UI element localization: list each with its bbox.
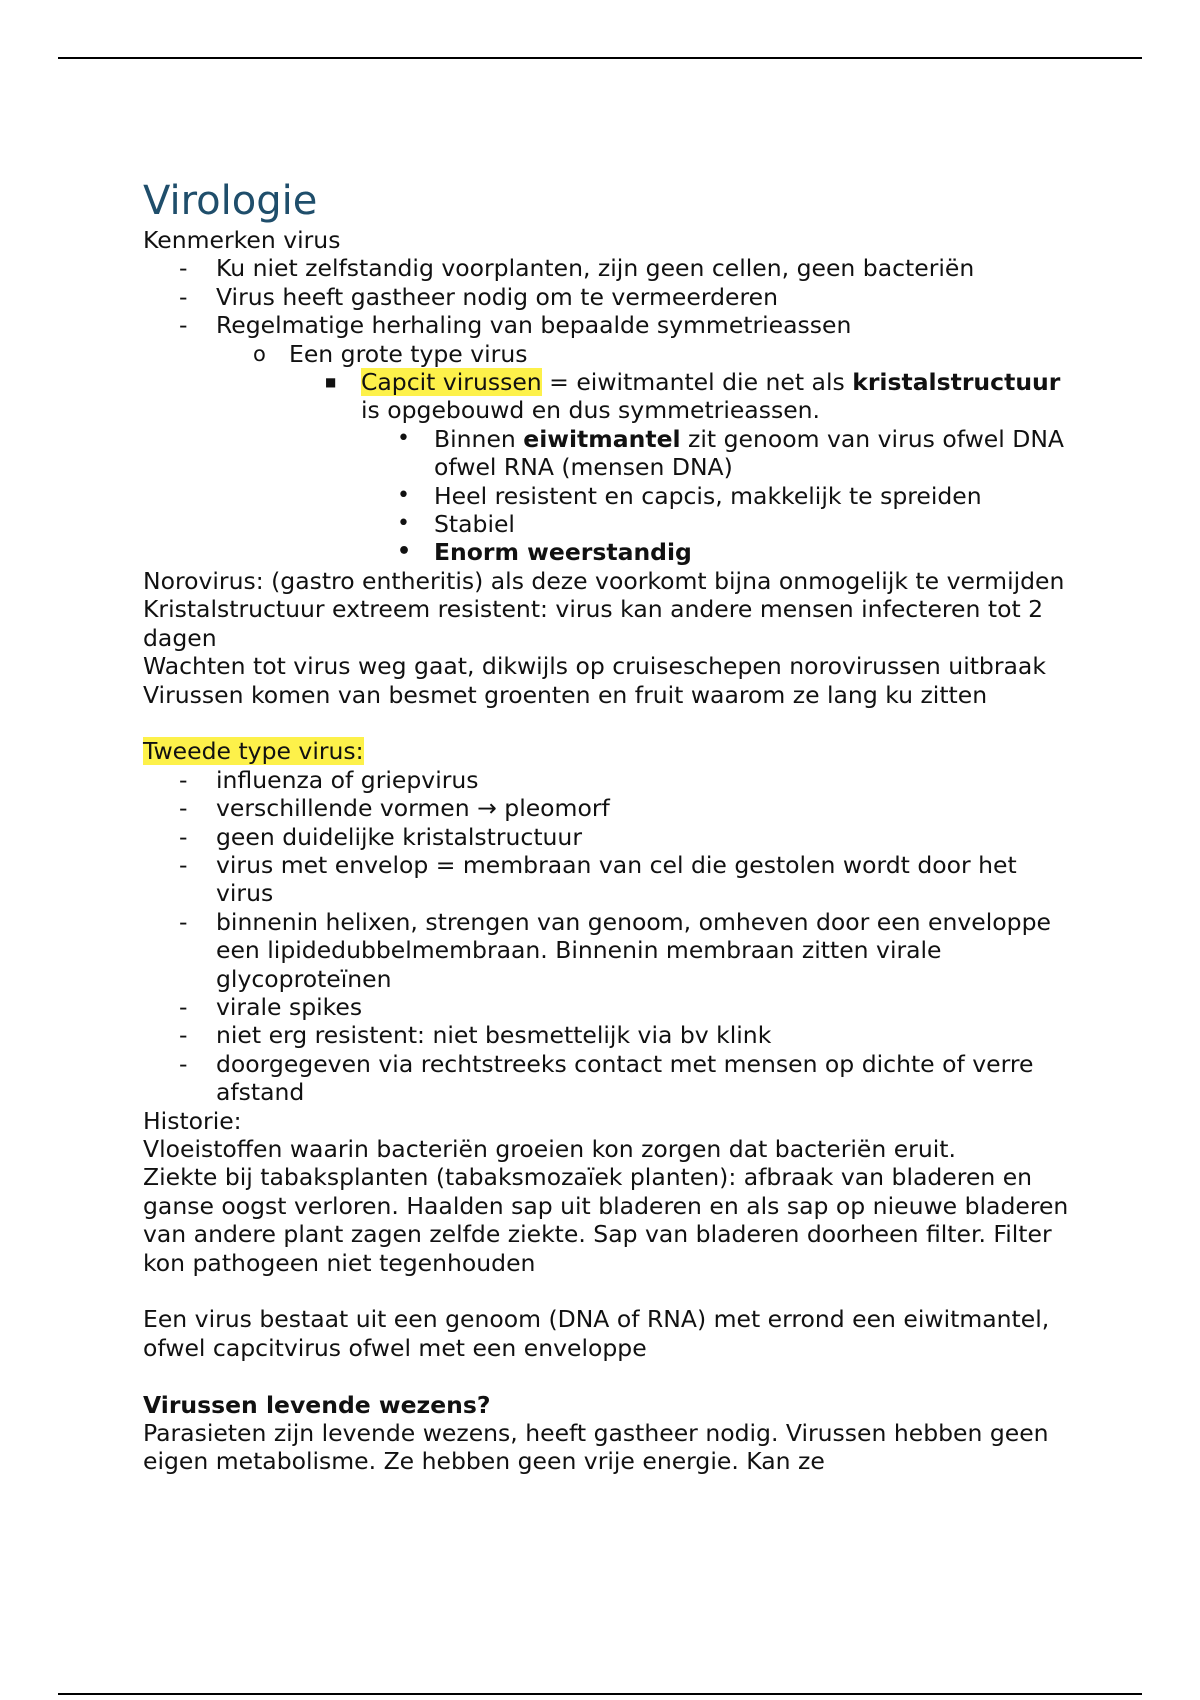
paragraph: Norovirus: (gastro entheritis) als deze voorkomt bijna onmogelijk te vermijden — [143, 566, 1065, 595]
dot-bullet: • — [397, 425, 410, 451]
dash-bullet: - — [179, 311, 188, 340]
list-item: - niet erg resistent: niet besmettelijk via bv klink — [179, 1021, 772, 1050]
section-heading-levende-wezens: Virussen levende wezens? — [143, 1390, 491, 1419]
section-heading-kenmerken: Kenmerken virus — [143, 226, 341, 254]
sub-sub-list-item: ■ Capcit virussen = eiwitmantel die net als kristalstructuur is opgebouwd en dus symmetrieassen. — [325, 368, 1061, 425]
blank-line — [143, 1362, 1078, 1390]
list-item: - virale spikes — [179, 992, 363, 1021]
footer-rule — [58, 1693, 1142, 1695]
dot-bullet: • — [397, 511, 410, 537]
dash-bullet: - — [179, 992, 188, 1021]
dot-bullet: • — [397, 539, 412, 565]
dash-bullet: - — [179, 282, 188, 311]
dot-bullet: • — [397, 482, 410, 508]
list-item: - binnenin helixen, strengen van genoom, omheven door een enveloppe een lipidedubbelmembraan. Binnenin membraan zitten virale glycoproteïnen — [179, 907, 1051, 993]
list-item: - Ku niet zelfstandig voorplanten, zijn geen cellen, geen bacteriën — [179, 254, 975, 283]
document-body — [143, 176, 1078, 1476]
page-title: Virologie — [143, 178, 318, 224]
paragraph: Virussen komen van besmet groenten en fruit waarom ze lang ku zitten — [143, 680, 988, 709]
paragraph: Parasieten zijn levende wezens, heeft gastheer nodig. Virussen hebben geen eigen metabolisme. Ze hebben geen vrije energie. Kan ze — [143, 1419, 1049, 1476]
square-bullet: ■ — [325, 375, 337, 390]
nested-list-item: • Stabiel — [397, 510, 515, 539]
highlighted-term: Capcit virussen — [361, 368, 542, 397]
paragraph: Een virus bestaat uit een genoom (DNA of RNA) met errond een eiwitmantel, ofwel capcitvirus ofwel met een enveloppe — [143, 1305, 1050, 1362]
list-item: - verschillende vormen → pleomorf — [179, 794, 610, 823]
sub-list-item: o Een grote type virus — [253, 339, 528, 368]
list-item: - geen duidelijke kristalstructuur — [179, 822, 582, 851]
paragraph: Vloeistoffen waarin bacteriën groeien kon zorgen dat bacteriën eruit. — [143, 1134, 956, 1163]
dash-bullet: - — [179, 1021, 188, 1050]
dash-bullet: - — [179, 822, 188, 851]
list-item: - Regelmatige herhaling van bepaalde symmetrieassen — [179, 311, 852, 340]
list-item: - Virus heeft gastheer nodig om te vermeerderen — [179, 282, 778, 311]
list-item: - influenza of griepvirus — [179, 765, 479, 794]
nested-list-item: • Heel resistent en capcis, makkelijk te spreiden — [397, 481, 982, 510]
nested-list-item: • Enorm weerstandig — [397, 538, 692, 567]
list-item: - doorgegeven via rechtstreeks contact met mensen op dichte of verre afstand — [179, 1049, 1034, 1107]
dash-bullet: - — [179, 1049, 188, 1078]
nested-list-item: • Binnen eiwitmantel zit genoom van virus ofwel DNA ofwel RNA (mensen DNA) — [397, 424, 1065, 482]
blank-line — [143, 709, 1078, 737]
dash-bullet: - — [179, 794, 188, 823]
blank-line — [143, 1277, 1078, 1305]
paragraph: Wachten tot virus weg gaat, dikwijls op cruiseschepen norovirussen uitbraak — [143, 652, 1046, 681]
dash-bullet: - — [179, 850, 188, 879]
section-heading-historie: Historie: — [143, 1106, 242, 1135]
paragraph: Kristalstructuur extreem resistent: virus kan andere mensen infecteren tot 2 dagen — [143, 595, 1044, 652]
section-heading-tweede-type: Tweede type virus: — [143, 737, 364, 766]
circle-bullet: o — [253, 341, 266, 366]
dash-bullet: - — [179, 254, 188, 283]
header-rule — [58, 57, 1142, 59]
dash-bullet: - — [179, 765, 188, 794]
paragraph: Ziekte bij tabaksplanten (tabaksmozaïek planten): afbraak van bladeren en ganse oogst verloren. Haalden sap uit bladeren en als sap op nieuwe bladeren van andere plant zagen zelfde ziekte. Sap van bladeren doorheen filter. Filter kon pathogeen niet tegenhouden — [143, 1163, 1069, 1277]
dash-bullet: - — [179, 907, 188, 936]
list-item: - virus met envelop = membraan van cel die gestolen wordt door het virus — [179, 850, 1017, 908]
